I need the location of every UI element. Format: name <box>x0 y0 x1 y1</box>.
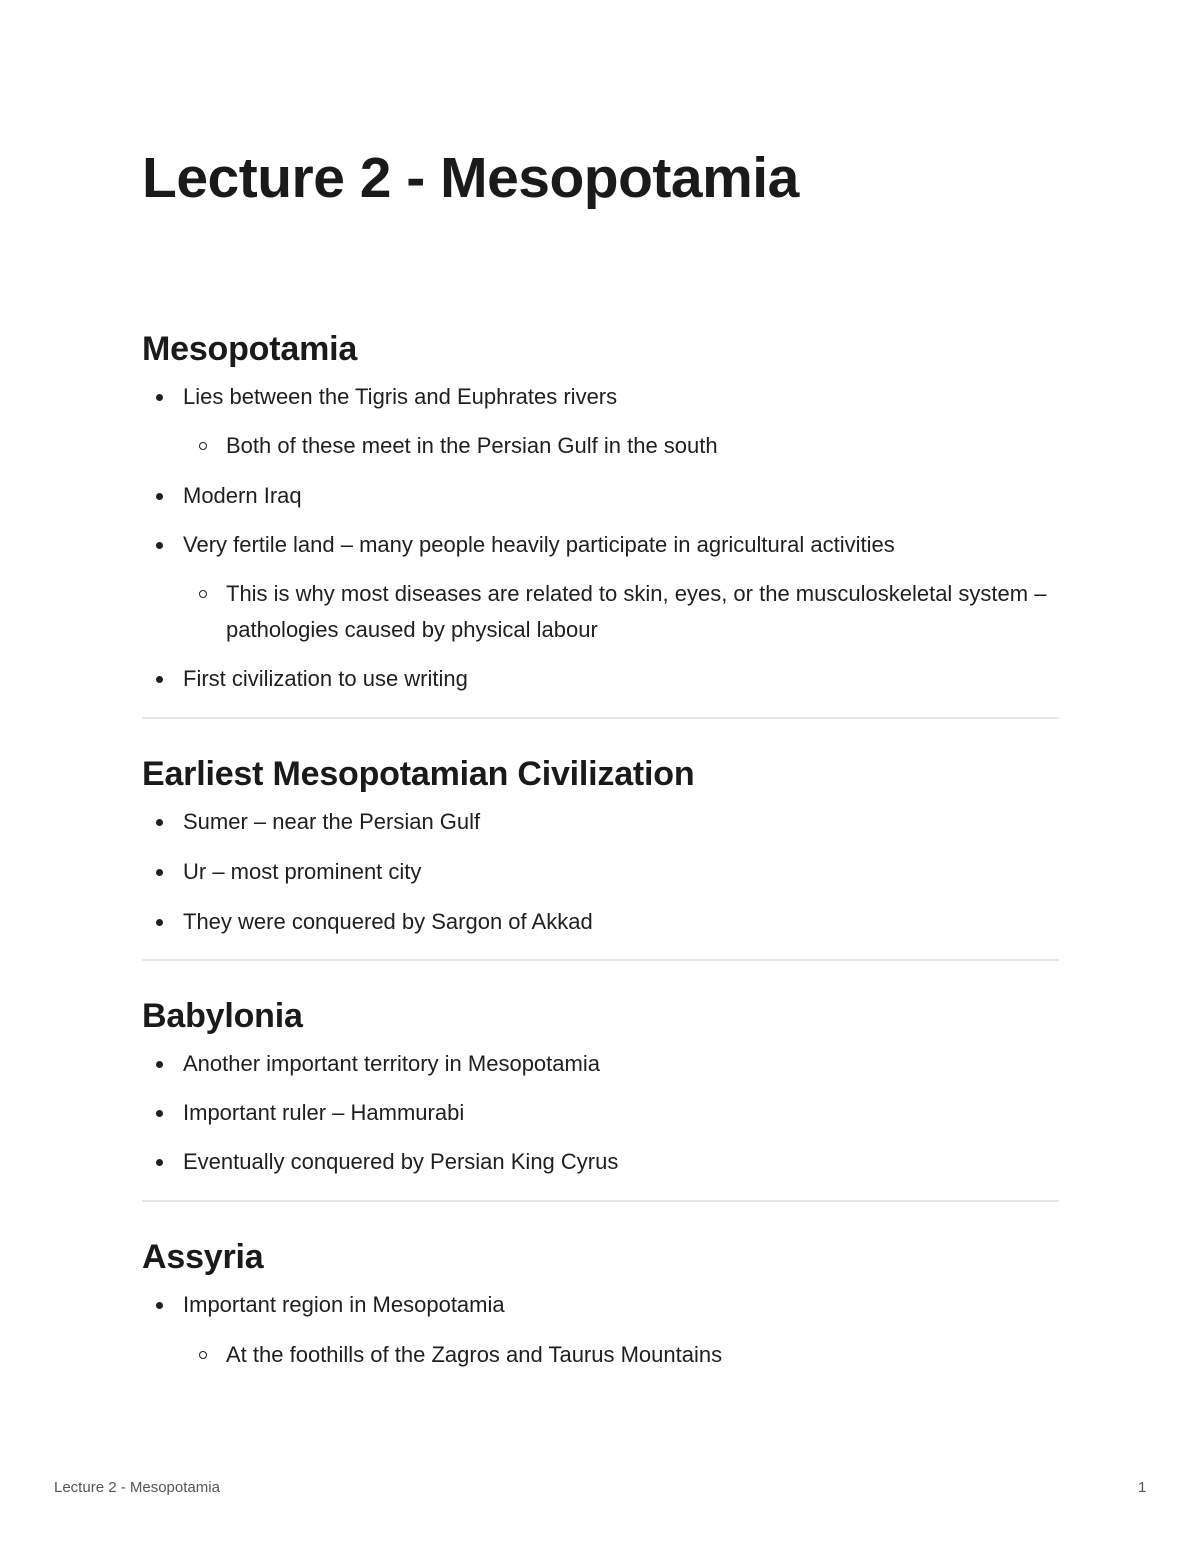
list-item: First civilization to use writing <box>142 661 1059 697</box>
page-number: 1 <box>1138 1479 1147 1496</box>
list-item: This is why most diseases are related to skin, eyes, or the musculoskeletal system – pathologies caused by physical labour <box>142 576 1059 648</box>
bullet-list <box>142 379 1059 697</box>
list-item: Ur – most prominent city <box>142 854 1059 890</box>
list-item: At the foothills of the Zagros and Taurus Mountains <box>142 1337 1059 1373</box>
list-item: Very fertile land – many people heavily participate in agricultural activities <box>142 527 1059 563</box>
bullet-list <box>142 1287 1059 1373</box>
list-item: Eventually conquered by Persian King Cyrus <box>142 1144 1059 1180</box>
section-divider <box>142 717 1059 719</box>
list-item: Important region in Mesopotamia <box>142 1287 1059 1323</box>
list-item: Modern Iraq <box>142 478 1059 514</box>
footer-title: Lecture 2 - Mesopotamia <box>54 1479 220 1496</box>
section-heading: Earliest Mesopotamian Civilization <box>142 755 695 793</box>
section-babylonia <box>142 994 1059 1180</box>
section-assyria <box>142 1235 1059 1373</box>
list-item: Sumer – near the Persian Gulf <box>142 804 1059 840</box>
section-heading: Mesopotamia <box>142 330 358 368</box>
section-heading: Babylonia <box>142 997 303 1035</box>
list-item: Another important territory in Mesopotamia <box>142 1046 1059 1082</box>
bullet-list <box>142 804 1059 940</box>
section-divider <box>142 959 1059 961</box>
section-earliest-civilization <box>142 752 1059 940</box>
list-item: Important ruler – Hammurabi <box>142 1095 1059 1131</box>
list-item: Lies between the Tigris and Euphrates rivers <box>142 379 1059 415</box>
bullet-list <box>142 1046 1059 1180</box>
page-title: Lecture 2 - Mesopotamia <box>142 146 799 210</box>
list-item: Both of these meet in the Persian Gulf in the south <box>142 428 1059 464</box>
section-divider <box>142 1200 1059 1202</box>
section-heading: Assyria <box>142 1238 264 1276</box>
list-item: They were conquered by Sargon of Akkad <box>142 904 1059 940</box>
section-mesopotamia <box>142 327 1059 697</box>
